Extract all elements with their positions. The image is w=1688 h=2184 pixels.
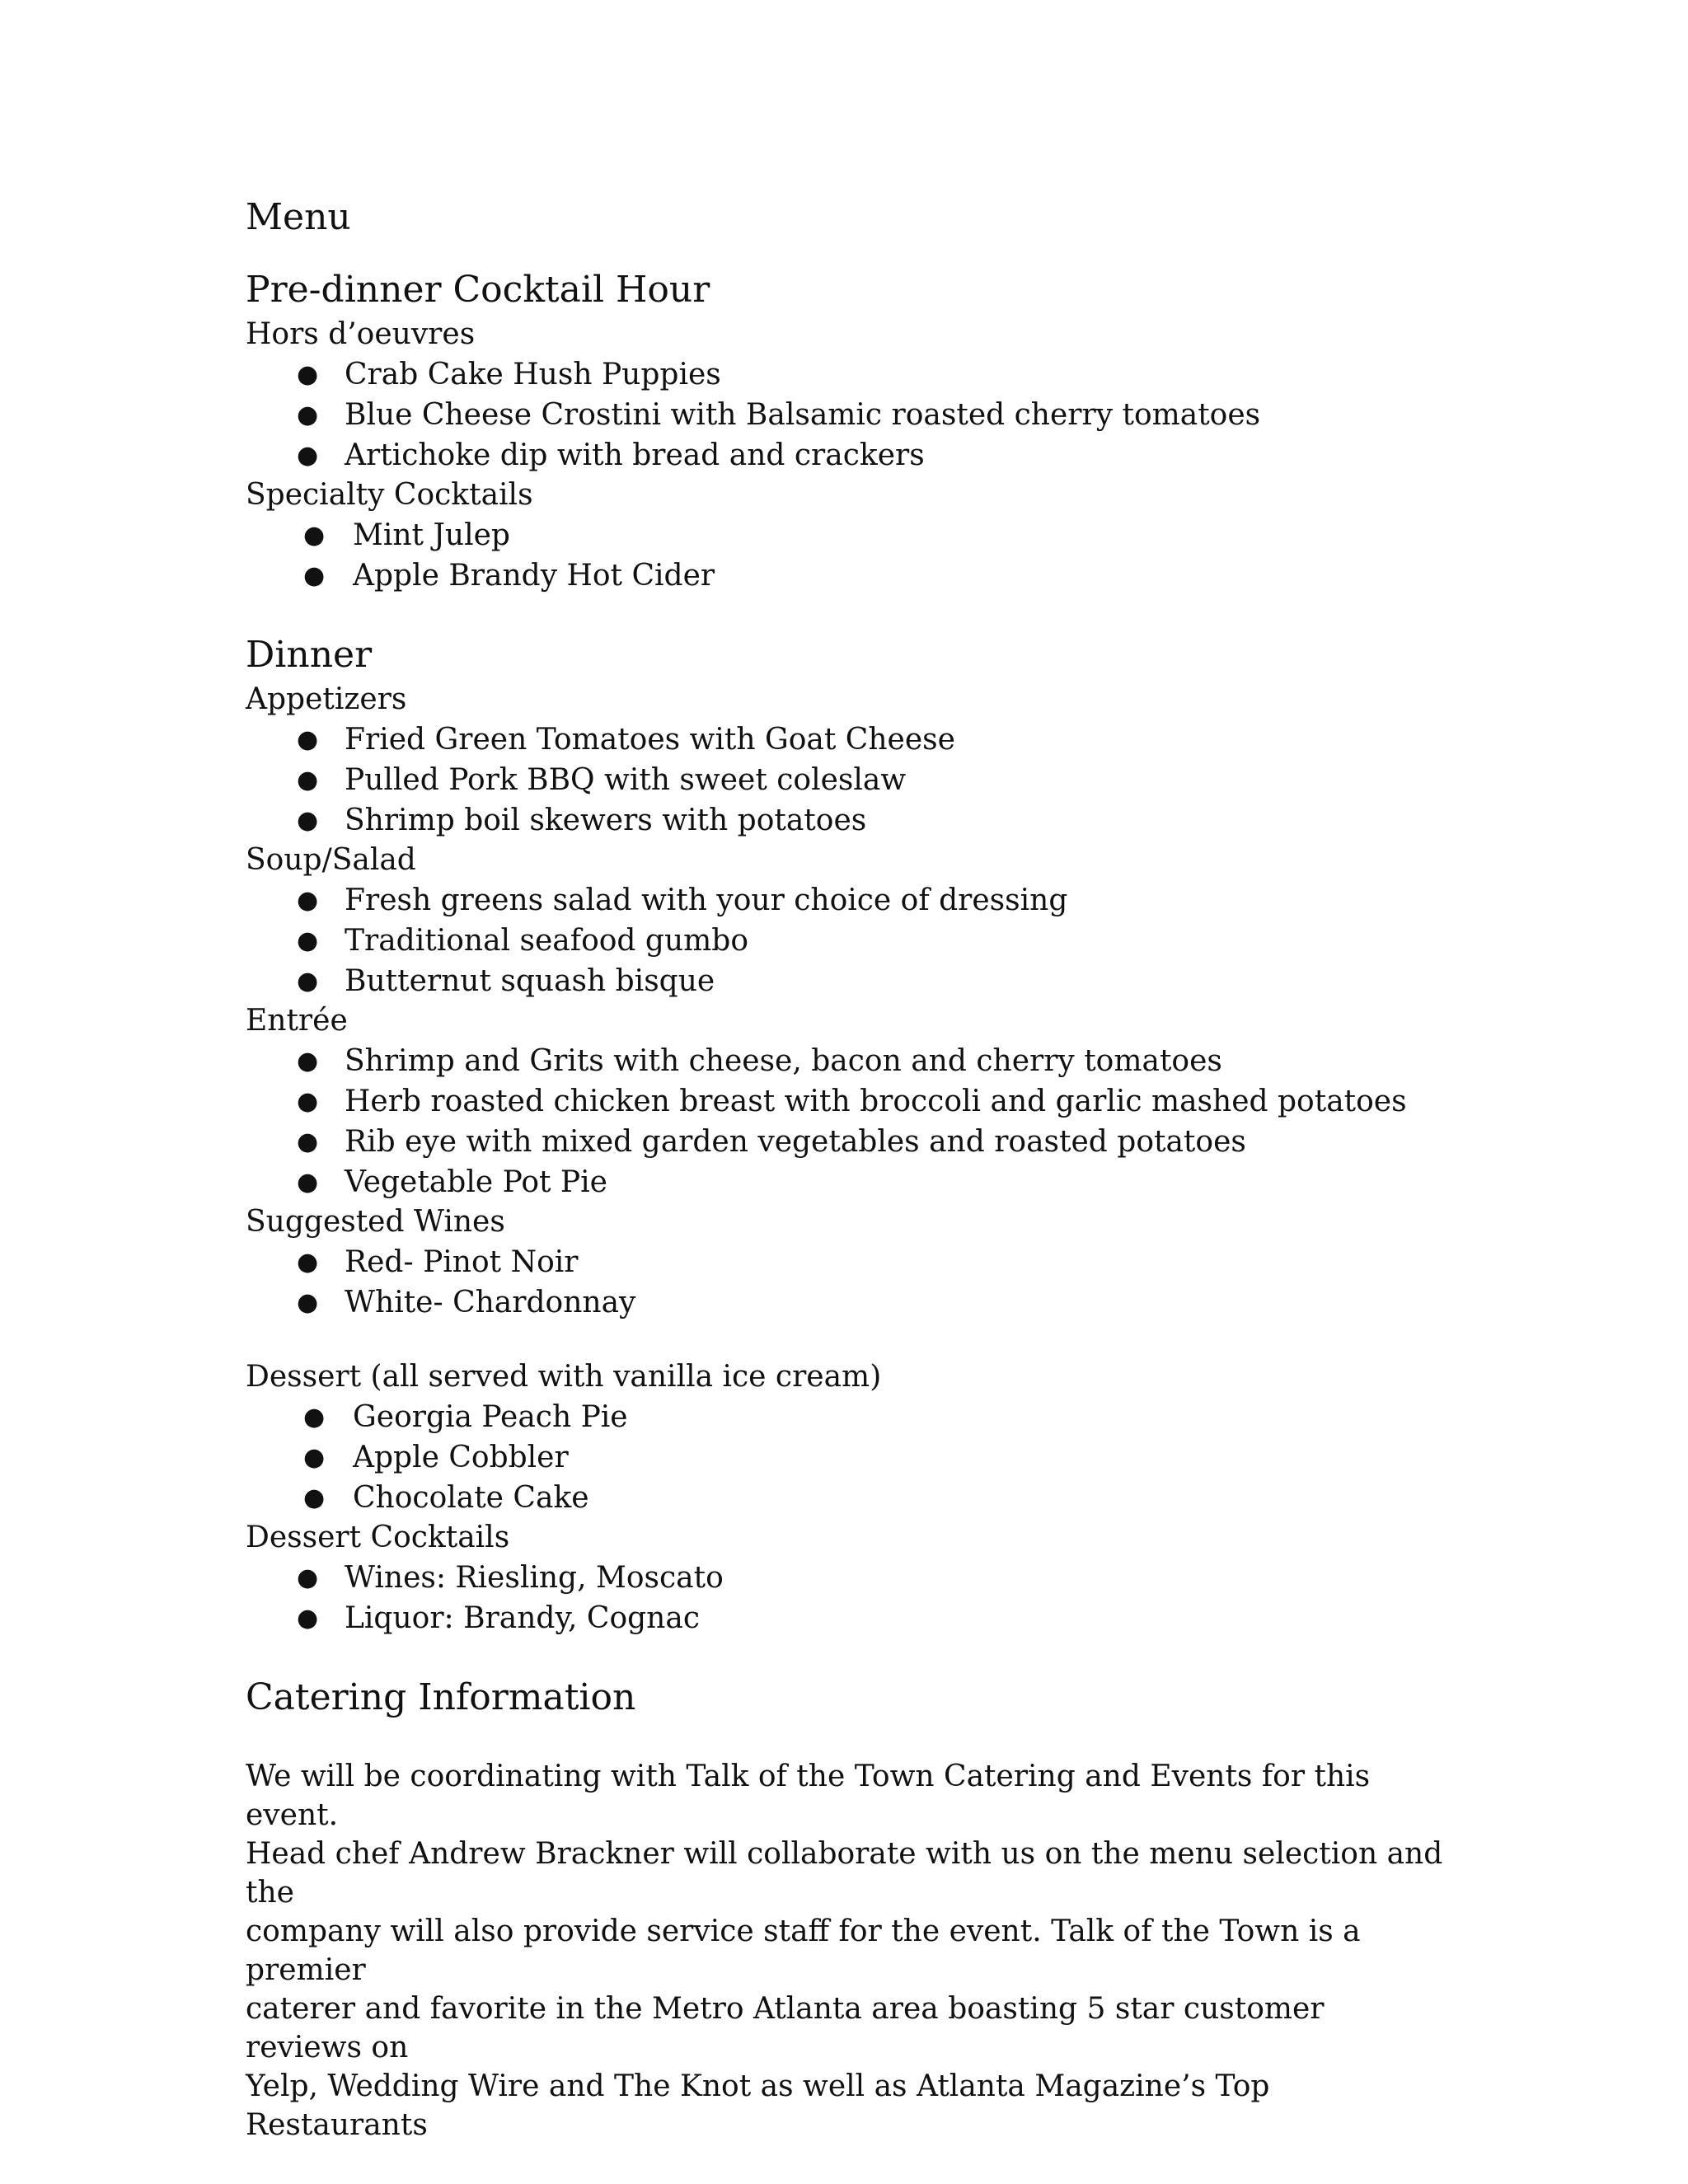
bullet-icon: ● xyxy=(303,521,326,550)
list-item xyxy=(246,1437,1449,1478)
list-item-text: Chocolate Cake xyxy=(353,1481,589,1515)
bullet-icon: ● xyxy=(297,806,319,835)
list-item-text: Crab Cake Hush Puppies xyxy=(345,358,721,391)
list-item xyxy=(246,880,1449,921)
catering-heading: Catering Information xyxy=(246,1676,636,1718)
list-item-text: Red- Pinot Noir xyxy=(345,1245,579,1279)
bullet-icon: ● xyxy=(297,1087,319,1116)
bullet-icon: ● xyxy=(303,1483,326,1512)
specialty-cocktails-list xyxy=(246,515,1449,596)
dessert-cocktails-list xyxy=(246,1558,1449,1638)
paragraph-line: caterer and favorite in the Metro Atlanta area boasting 5 star customer reviews on xyxy=(246,1992,1325,2064)
bullet-icon: ● xyxy=(297,1127,319,1156)
dinner-section xyxy=(246,630,1449,1323)
bullet-icon: ● xyxy=(297,401,319,429)
soup-salad-label: Soup/Salad xyxy=(246,843,416,877)
list-item xyxy=(246,1081,1449,1122)
bullet-icon: ● xyxy=(297,886,319,915)
menu-title: Menu xyxy=(246,196,351,238)
list-item-text: Rib eye with mixed garden vegetables and roasted potatoes xyxy=(345,1125,1246,1159)
list-item-text: Fried Green Tomatoes with Goat Cheese xyxy=(345,723,955,757)
list-item-text: Shrimp boil skewers with potatoes xyxy=(345,804,867,837)
list-item-text: Vegetable Pot Pie xyxy=(345,1165,607,1199)
list-item-text: Shrimp and Grits with cheese, bacon and cherry tomatoes xyxy=(345,1044,1222,1078)
bullet-icon: ● xyxy=(297,766,319,794)
soup-salad-list xyxy=(246,880,1449,1001)
bullet-icon: ● xyxy=(297,1604,319,1633)
paragraph-line: Head chef Andrew Brackner will collaborate with us on the menu selection and the xyxy=(246,1837,1443,1910)
document-page xyxy=(246,191,1449,2144)
bullet-icon: ● xyxy=(297,441,319,470)
suggested-wines-list xyxy=(246,1242,1449,1323)
bullet-icon: ● xyxy=(297,1563,319,1592)
bullet-icon: ● xyxy=(297,1168,319,1197)
entree-label: Entrée xyxy=(246,1004,348,1038)
bullet-icon: ● xyxy=(303,1443,326,1472)
dessert-label: Dessert (all served with vanilla ice cream) xyxy=(246,1360,882,1394)
dessert-section xyxy=(246,1357,1449,1638)
list-item-text: Liquor: Brandy, Cognac xyxy=(345,1601,700,1635)
dessert-cocktails-label: Dessert Cocktails xyxy=(246,1521,510,1554)
bullet-icon: ● xyxy=(297,926,319,955)
list-item xyxy=(246,1397,1449,1437)
cocktail-hour-section xyxy=(246,265,1449,596)
bullet-icon: ● xyxy=(303,1403,326,1432)
dinner-heading: Dinner xyxy=(246,634,373,676)
list-item xyxy=(246,800,1449,841)
paragraph-line: Yelp, Wedding Wire and The Knot as well as Atlanta Magazine’s Top Restaurants xyxy=(246,2069,1270,2142)
spacer xyxy=(246,1323,1449,1357)
list-item xyxy=(246,961,1449,1001)
cocktail-hour-heading: Pre-dinner Cocktail Hour xyxy=(246,269,710,311)
catering-section xyxy=(246,1673,1449,2144)
list-item xyxy=(246,395,1449,435)
list-item-text: Pulled Pork BBQ with sweet coleslaw xyxy=(345,763,907,797)
list-item xyxy=(246,1122,1449,1162)
list-item-text: Mint Julep xyxy=(353,518,510,552)
hors-doeuvres-label: Hors d’oeuvres xyxy=(246,317,476,351)
bullet-icon: ● xyxy=(303,561,326,590)
list-item-text: Apple Brandy Hot Cider xyxy=(353,559,715,593)
bullet-icon: ● xyxy=(297,967,319,996)
hors-doeuvres-list xyxy=(246,354,1449,476)
list-item xyxy=(246,1041,1449,1081)
entree-list xyxy=(246,1041,1449,1202)
list-item xyxy=(246,515,1449,555)
paragraph-line: company will also provide service staff for the event. Talk of the Town is a premier xyxy=(246,1915,1361,1987)
list-item xyxy=(246,921,1449,961)
specialty-cocktails-label: Specialty Cocktails xyxy=(246,478,533,512)
list-item-text: Blue Cheese Crostini with Balsamic roasted cherry tomatoes xyxy=(345,398,1261,432)
suggested-wines-label: Suggested Wines xyxy=(246,1205,505,1239)
list-item-text: Wines: Riesling, Moscato xyxy=(345,1561,724,1595)
list-item xyxy=(246,354,1449,395)
list-item xyxy=(246,555,1449,596)
list-item-text: Traditional seafood gumbo xyxy=(345,924,748,958)
list-item xyxy=(246,719,1449,760)
bullet-icon: ● xyxy=(297,1047,319,1076)
list-item xyxy=(246,1162,1449,1202)
list-item xyxy=(246,1598,1449,1638)
dessert-list xyxy=(246,1397,1449,1518)
list-item xyxy=(246,1242,1449,1282)
appetizers-list xyxy=(246,719,1449,841)
list-item-text: Artichoke dip with bread and crackers xyxy=(345,438,925,472)
list-item xyxy=(246,1478,1449,1518)
list-item-text: Fresh greens salad with your choice of dressing xyxy=(345,883,1068,917)
catering-paragraph xyxy=(246,1757,1449,2144)
spacer xyxy=(246,244,1449,265)
list-item-text: Apple Cobbler xyxy=(353,1441,569,1474)
paragraph-line: We will be coordinating with Talk of the Town Catering and Events for this event. xyxy=(246,1760,1371,1832)
list-item xyxy=(246,1282,1449,1323)
list-item-text: Georgia Peach Pie xyxy=(353,1400,628,1434)
list-item-text: White- Chardonnay xyxy=(345,1286,636,1319)
bullet-icon: ● xyxy=(297,725,319,754)
list-item xyxy=(246,435,1449,476)
spacer xyxy=(246,1638,1449,1673)
bullet-icon: ● xyxy=(297,1288,319,1317)
bullet-icon: ● xyxy=(297,360,319,389)
spacer xyxy=(246,596,1449,630)
list-item-text: Herb roasted chicken breast with broccoli and garlic mashed potatoes xyxy=(345,1085,1407,1118)
list-item xyxy=(246,760,1449,800)
bullet-icon: ● xyxy=(297,1248,319,1277)
spacer xyxy=(246,1722,1449,1757)
appetizers-label: Appetizers xyxy=(246,682,407,716)
list-item-text: Butternut squash bisque xyxy=(345,964,715,998)
list-item xyxy=(246,1558,1449,1598)
